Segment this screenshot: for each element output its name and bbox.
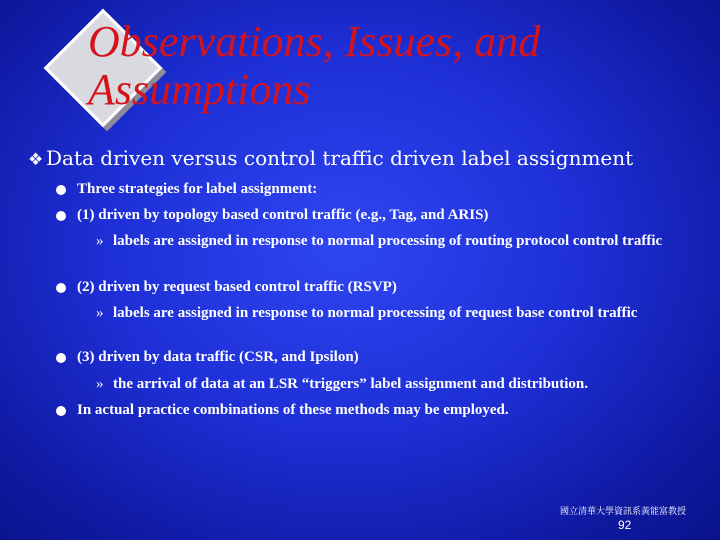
list-item — [56, 400, 509, 420]
bullet-dot-icon — [56, 353, 66, 363]
list-item-text: Three strategies for label assignment: — [77, 181, 318, 197]
footer-institution: 國立清華大學資訊系黃能富教授 — [560, 507, 687, 517]
sub-list-item — [96, 231, 703, 251]
list-item — [56, 205, 488, 225]
list-item-text: (3) driven by data traffic (CSR, and Ipsilon) — [77, 349, 359, 365]
bullet-dot-icon — [56, 211, 66, 221]
main-bullet — [28, 146, 633, 170]
double-arrow-icon: » — [96, 376, 104, 392]
list-item — [56, 179, 317, 199]
sub-list-item — [96, 374, 703, 394]
slide-title: Observations, Issues, and Assumptions — [88, 17, 541, 114]
list-item — [56, 347, 359, 367]
list-item-text: (2) driven by request based control traffic (RSVP) — [77, 279, 397, 295]
sub-list-item-text: the arrival of data at an LSR “triggers” label assignment and distribution. — [113, 376, 589, 392]
list-item — [56, 277, 397, 297]
bullet-dot-icon — [56, 283, 66, 293]
main-bullet-text: Data driven versus control traffic driven label assignment — [46, 146, 634, 170]
diamond-bullet-icon: ❖ — [28, 150, 44, 170]
sub-list-item — [96, 303, 703, 323]
double-arrow-icon: » — [96, 233, 104, 249]
page-number: 92 — [618, 518, 632, 532]
sub-list-item-text: labels are assigned in response to normal processing of request base control traffic — [113, 305, 638, 321]
bullet-dot-icon — [56, 185, 66, 195]
sub-list-item-text: labels are assigned in response to normal processing of routing protocol control traffic — [113, 233, 663, 249]
list-item-text: In actual practice combinations of these methods may be employed. — [77, 402, 509, 418]
list-item-text: (1) driven by topology based control traffic (e.g., Tag, and ARIS) — [77, 207, 489, 223]
double-arrow-icon: » — [96, 305, 104, 321]
bullet-dot-icon — [56, 406, 66, 416]
